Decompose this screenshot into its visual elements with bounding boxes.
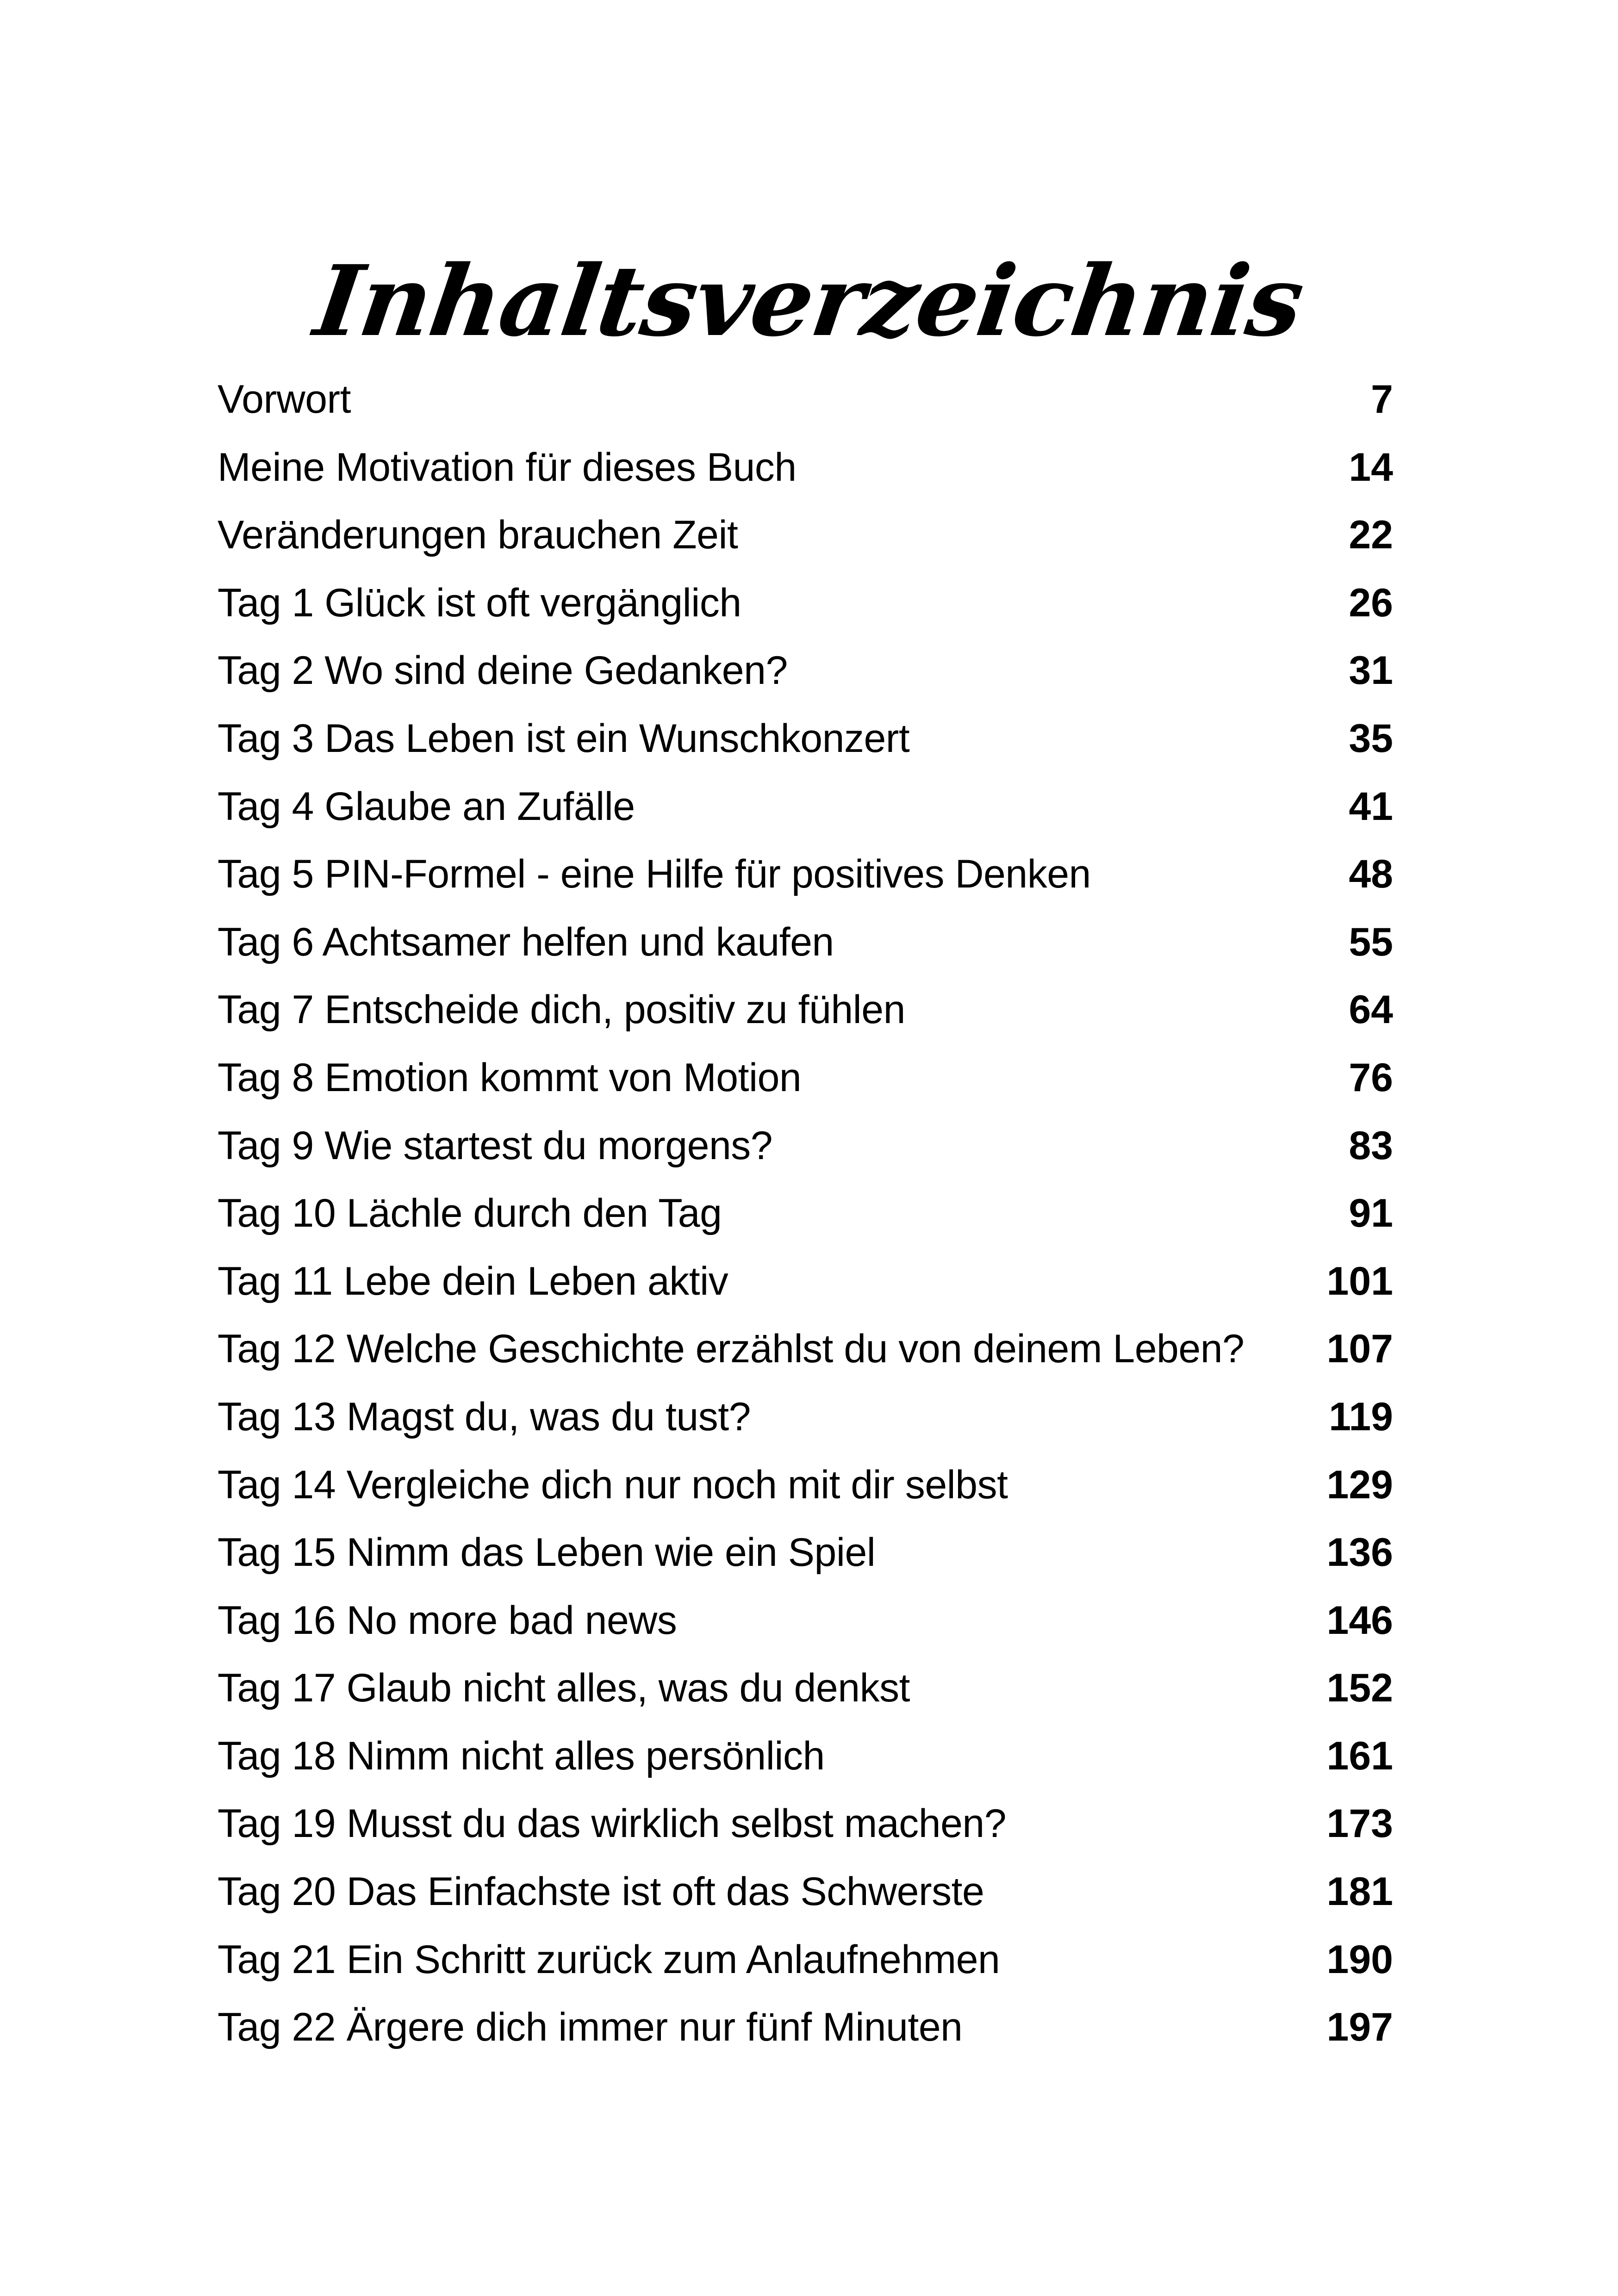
toc-entry-label: Tag 9 Wie startest du morgens? bbox=[218, 1123, 773, 1168]
toc-entry bbox=[218, 1247, 1393, 1316]
toc-entry bbox=[218, 1315, 1393, 1383]
toc-entry bbox=[218, 637, 1393, 705]
toc-entry-label: Tag 11 Lebe dein Leben aktiv bbox=[218, 1259, 728, 1303]
toc-entry bbox=[218, 840, 1393, 908]
toc-entry-label: Tag 15 Nimm das Leben wie ein Spiel bbox=[218, 1530, 876, 1575]
toc-entry-page-number: 35 bbox=[1349, 716, 1393, 761]
toc-entry-label: Tag 12 Welche Geschichte erzählst du von deinem Leben? bbox=[218, 1327, 1245, 1371]
toc-entry bbox=[218, 1519, 1393, 1587]
toc-entry-page-number: 7 bbox=[1371, 377, 1393, 422]
table-of-contents bbox=[218, 366, 1393, 2061]
toc-entry-page-number: 161 bbox=[1326, 1733, 1393, 1778]
toc-entry bbox=[218, 1858, 1393, 1926]
toc-entry-page-number: 119 bbox=[1329, 1394, 1393, 1439]
toc-entry-label: Tag 1 Glück ist oft vergänglich bbox=[218, 580, 741, 625]
toc-entry-label: Tag 22 Ärgere dich immer nur fünf Minuten bbox=[218, 2005, 963, 2050]
toc-entry bbox=[218, 705, 1393, 773]
toc-entry-page-number: 91 bbox=[1349, 1191, 1393, 1236]
toc-entry-page-number: 26 bbox=[1349, 580, 1393, 625]
toc-entry bbox=[218, 569, 1393, 637]
toc-entry-label: Tag 16 No more bad news bbox=[218, 1598, 677, 1643]
toc-entry-page-number: 55 bbox=[1349, 919, 1393, 964]
toc-entry-label: Meine Motivation für dieses Buch bbox=[218, 445, 797, 490]
toc-entry-label: Tag 20 Das Einfachste ist oft das Schwerste bbox=[218, 1869, 984, 1914]
toc-entry-page-number: 136 bbox=[1326, 1530, 1393, 1575]
toc-entry-label: Tag 3 Das Leben ist ein Wunschkonzert bbox=[218, 716, 910, 761]
toc-entry-label: Tag 17 Glaub nicht alles, was du denkst bbox=[218, 1666, 910, 1711]
toc-entry-label: Vorwort bbox=[218, 377, 351, 422]
toc-entry-page-number: 31 bbox=[1349, 648, 1393, 693]
toc-entry bbox=[218, 1179, 1393, 1247]
toc-entry-label: Tag 14 Vergleiche dich nur noch mit dir selbst bbox=[218, 1462, 1008, 1507]
toc-entry-label: Tag 6 Achtsamer helfen und kaufen bbox=[218, 919, 834, 964]
toc-entry bbox=[218, 1654, 1393, 1722]
toc-entry-page-number: 107 bbox=[1326, 1327, 1393, 1371]
toc-entry-page-number: 197 bbox=[1326, 2005, 1393, 2050]
toc-entry bbox=[218, 1722, 1393, 1790]
toc-entry-label: Tag 21 Ein Schritt zurück zum Anlaufnehmen bbox=[218, 1937, 1000, 1982]
toc-entry bbox=[218, 1044, 1393, 1112]
toc-entry-page-number: 190 bbox=[1326, 1937, 1393, 1982]
toc-entry-label: Tag 19 Musst du das wirklich selbst machen? bbox=[218, 1801, 1007, 1846]
toc-entry-label: Veränderungen brauchen Zeit bbox=[218, 513, 738, 558]
toc-entry bbox=[218, 1451, 1393, 1519]
toc-entry bbox=[218, 1790, 1393, 1858]
toc-entry-label: Tag 8 Emotion kommt von Motion bbox=[218, 1055, 802, 1100]
toc-entry bbox=[218, 1993, 1393, 2061]
toc-entry bbox=[218, 1587, 1393, 1655]
toc-entry-label: Tag 7 Entscheide dich, positiv zu fühlen bbox=[218, 987, 905, 1032]
toc-entry-label: Tag 2 Wo sind deine Gedanken? bbox=[218, 648, 788, 693]
toc-entry-page-number: 76 bbox=[1349, 1055, 1393, 1100]
toc-entry bbox=[218, 366, 1393, 434]
toc-entry-page-number: 83 bbox=[1349, 1123, 1393, 1168]
toc-entry-label: Tag 10 Lächle durch den Tag bbox=[218, 1191, 722, 1236]
toc-entry-page-number: 101 bbox=[1326, 1259, 1393, 1303]
toc-entry bbox=[218, 1112, 1393, 1180]
toc-entry bbox=[218, 773, 1393, 841]
toc-entry-page-number: 146 bbox=[1326, 1598, 1393, 1643]
toc-entry bbox=[218, 976, 1393, 1044]
toc-entry-label: Tag 18 Nimm nicht alles persönlich bbox=[218, 1733, 825, 1778]
toc-entry-page-number: 173 bbox=[1326, 1801, 1393, 1846]
toc-entry-label: Tag 4 Glaube an Zufälle bbox=[218, 784, 635, 829]
toc-entry bbox=[218, 501, 1393, 569]
toc-entry bbox=[218, 434, 1393, 502]
toc-entry-page-number: 41 bbox=[1349, 784, 1393, 829]
toc-entry-page-number: 152 bbox=[1326, 1666, 1393, 1711]
toc-entry bbox=[218, 1383, 1393, 1451]
toc-entry-page-number: 48 bbox=[1349, 852, 1393, 897]
toc-entry-page-number: 14 bbox=[1349, 445, 1393, 490]
toc-entry-page-number: 181 bbox=[1326, 1869, 1393, 1914]
page-title: Inhaltsverzeichnis bbox=[308, 243, 1310, 358]
toc-entry-label: Tag 5 PIN-Formel - eine Hilfe für positives Denken bbox=[218, 852, 1091, 897]
toc-entry bbox=[218, 1926, 1393, 1994]
toc-entry-label: Tag 13 Magst du, was du tust? bbox=[218, 1394, 751, 1439]
toc-entry bbox=[218, 908, 1393, 976]
toc-entry-page-number: 22 bbox=[1349, 513, 1393, 558]
toc-entry-page-number: 64 bbox=[1349, 987, 1393, 1032]
toc-entry-page-number: 129 bbox=[1326, 1462, 1393, 1507]
